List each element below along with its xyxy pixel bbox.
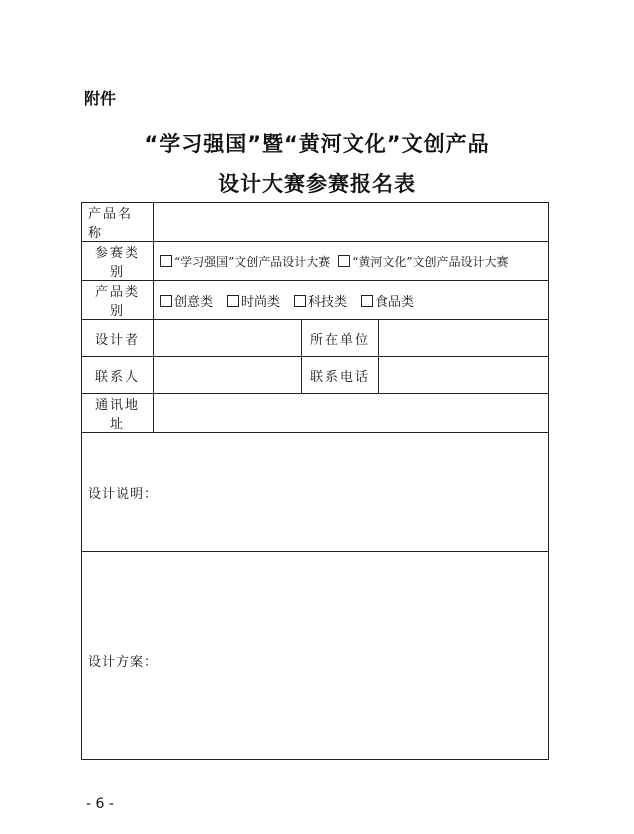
row-address	[82, 394, 549, 433]
contest-option-huanghe-wenhua: “黄河文化”文创产品设计大赛	[352, 254, 509, 269]
design-plan-label: 设计方案：	[88, 654, 159, 670]
organization-field[interactable]	[379, 320, 549, 357]
product-name-label: 产品名称	[82, 203, 154, 242]
attachment-label: 附件	[84, 89, 117, 108]
row-product-category	[82, 281, 549, 320]
category-option-food: 食品类	[375, 294, 415, 310]
row-product-name	[82, 203, 549, 242]
designer-label: 设计者	[82, 320, 154, 357]
row-contest-category	[82, 242, 549, 281]
product-category-options	[154, 281, 549, 320]
design-description-label: 设计说明：	[88, 486, 159, 502]
designer-field[interactable]	[154, 320, 302, 357]
category-option-creative: 创意类	[174, 294, 214, 310]
product-category-label: 产品类别	[82, 281, 154, 320]
row-contact	[82, 357, 549, 394]
row-designer	[82, 320, 549, 357]
contest-option-xuexi-qiangguo: “学习强国”文创产品设计大赛	[174, 254, 331, 269]
row-design-plan	[82, 552, 549, 760]
design-description-area[interactable]	[82, 433, 549, 552]
checkbox-huanghe-wenhua[interactable]	[338, 255, 350, 267]
design-plan-area[interactable]	[82, 552, 549, 760]
form-title-line2: 设计大赛参赛报名表	[218, 172, 416, 196]
checkbox-technology[interactable]	[294, 295, 306, 307]
checkbox-creative[interactable]	[160, 295, 172, 307]
checkbox-food[interactable]	[361, 295, 373, 307]
address-field[interactable]	[154, 394, 549, 433]
contact-label: 联系人	[82, 357, 154, 394]
product-name-field[interactable]	[154, 203, 549, 242]
page-number: - 6 -	[86, 796, 114, 812]
category-option-fashion: 时尚类	[241, 294, 281, 310]
row-design-description	[82, 433, 549, 552]
form-title-line1: “学习强国”暨“黄河文化”文创产品	[144, 132, 490, 156]
checkbox-fashion[interactable]	[227, 295, 239, 307]
category-option-technology: 科技类	[308, 294, 348, 310]
contest-category-label: 参赛类别	[82, 242, 154, 281]
organization-label: 所在单位	[302, 320, 379, 357]
phone-field[interactable]	[379, 357, 549, 394]
phone-label: 联系电话	[302, 357, 379, 394]
contest-category-options	[154, 242, 549, 281]
address-label: 通讯地址	[82, 394, 154, 433]
checkbox-xuexi-qiangguo[interactable]	[160, 255, 172, 267]
contact-field[interactable]	[154, 357, 302, 394]
registration-form-table	[81, 202, 549, 760]
